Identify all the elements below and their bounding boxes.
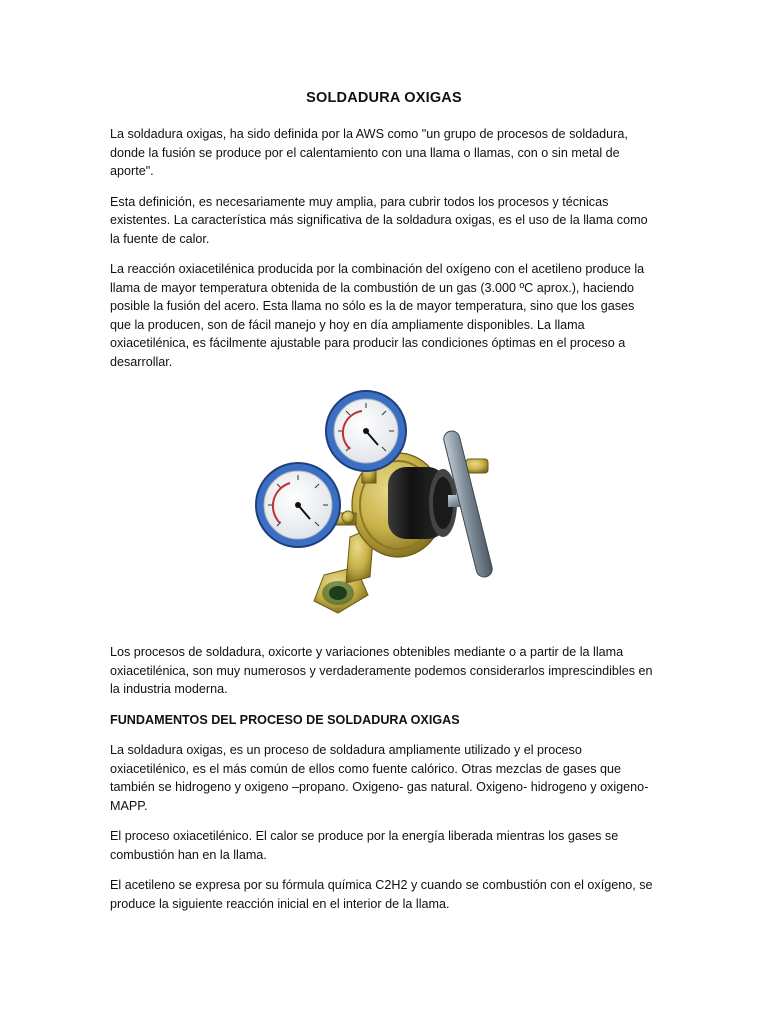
document-title: SOLDADURA OXIGAS (306, 90, 462, 106)
paragraph-oxyacetylene-process: El proceso oxiacetilénico. El calor se produce por la energía liberada mientras los gases se combustión han en la llama. (110, 829, 619, 862)
paragraph-gas-mixtures: La soldadura oxigas, es un proceso de soldadura ampliamente utilizado y el proceso oxiacetilénico, es el más común de ellos como fuente calórico. Otras mezclas de gases que también se hidrogeno y oxigeno –propano. Oxigeno- gas natural. Oxigeno- hidrogeno y oxigeno-MAPP. (110, 743, 649, 813)
low-pressure-gauge (256, 463, 356, 547)
section-heading-fundamentos: FUNDAMENTOS DEL PROCESO DE SOLDADURA OXIGAS (110, 712, 460, 727)
outlet-fitting (466, 459, 488, 473)
gas-regulator-image (238, 387, 498, 627)
paragraph-acetylene-formula: El acetileno se expresa por su fórmula química C2H2 y cuando se combustión con el oxígeno, se produce la siguiente reacción inicial en el interior de la llama. (110, 878, 653, 911)
regulator-figure (110, 383, 658, 633)
paragraph-oxyacetylene-reaction: La reacción oxiacetilénica producida por la combinación del oxígeno con el acetileno produce la llama de mayor temperatura obtenida de la combustión de un gas (3.000 ºC aprox.), haciendo posible la fusión del acero. Esta llama no sólo es la de mayor temperatura, sino que los gases que la producen, son de fácil manejo y hoy en día ampliamente disponibles. La llama oxiacetilénica, es fácilmente ajustable para producir las condiciones óptimas en el proceso a desarrollar. (110, 262, 645, 369)
bonnet (388, 467, 457, 539)
paragraph-processes: Los procesos de soldadura, oxicorte y variaciones obtenibles mediante o a partir de la llama oxiacetilénica, son muy numerosos y verdaderamente podemos considerarlos imprescindibles en la industria moderna. (110, 645, 653, 696)
paragraph-aws-definition: La soldadura oxigas, ha sido definida por la AWS como "un grupo de procesos de soldadura, donde la fusión se produce por el calentamiento con una llama o llamas, con o sin metal de aporte". (110, 127, 628, 178)
adjusting-handle (442, 429, 494, 578)
document-body (110, 88, 658, 925)
paragraph-definition-scope: Esta definición, es necesariamente muy amplia, para cubrir todos los procesos y técnicas existentes. La característica más significativa de la soldadura oxigas, es el uso de la llama como la fuente de calor. (110, 194, 648, 246)
